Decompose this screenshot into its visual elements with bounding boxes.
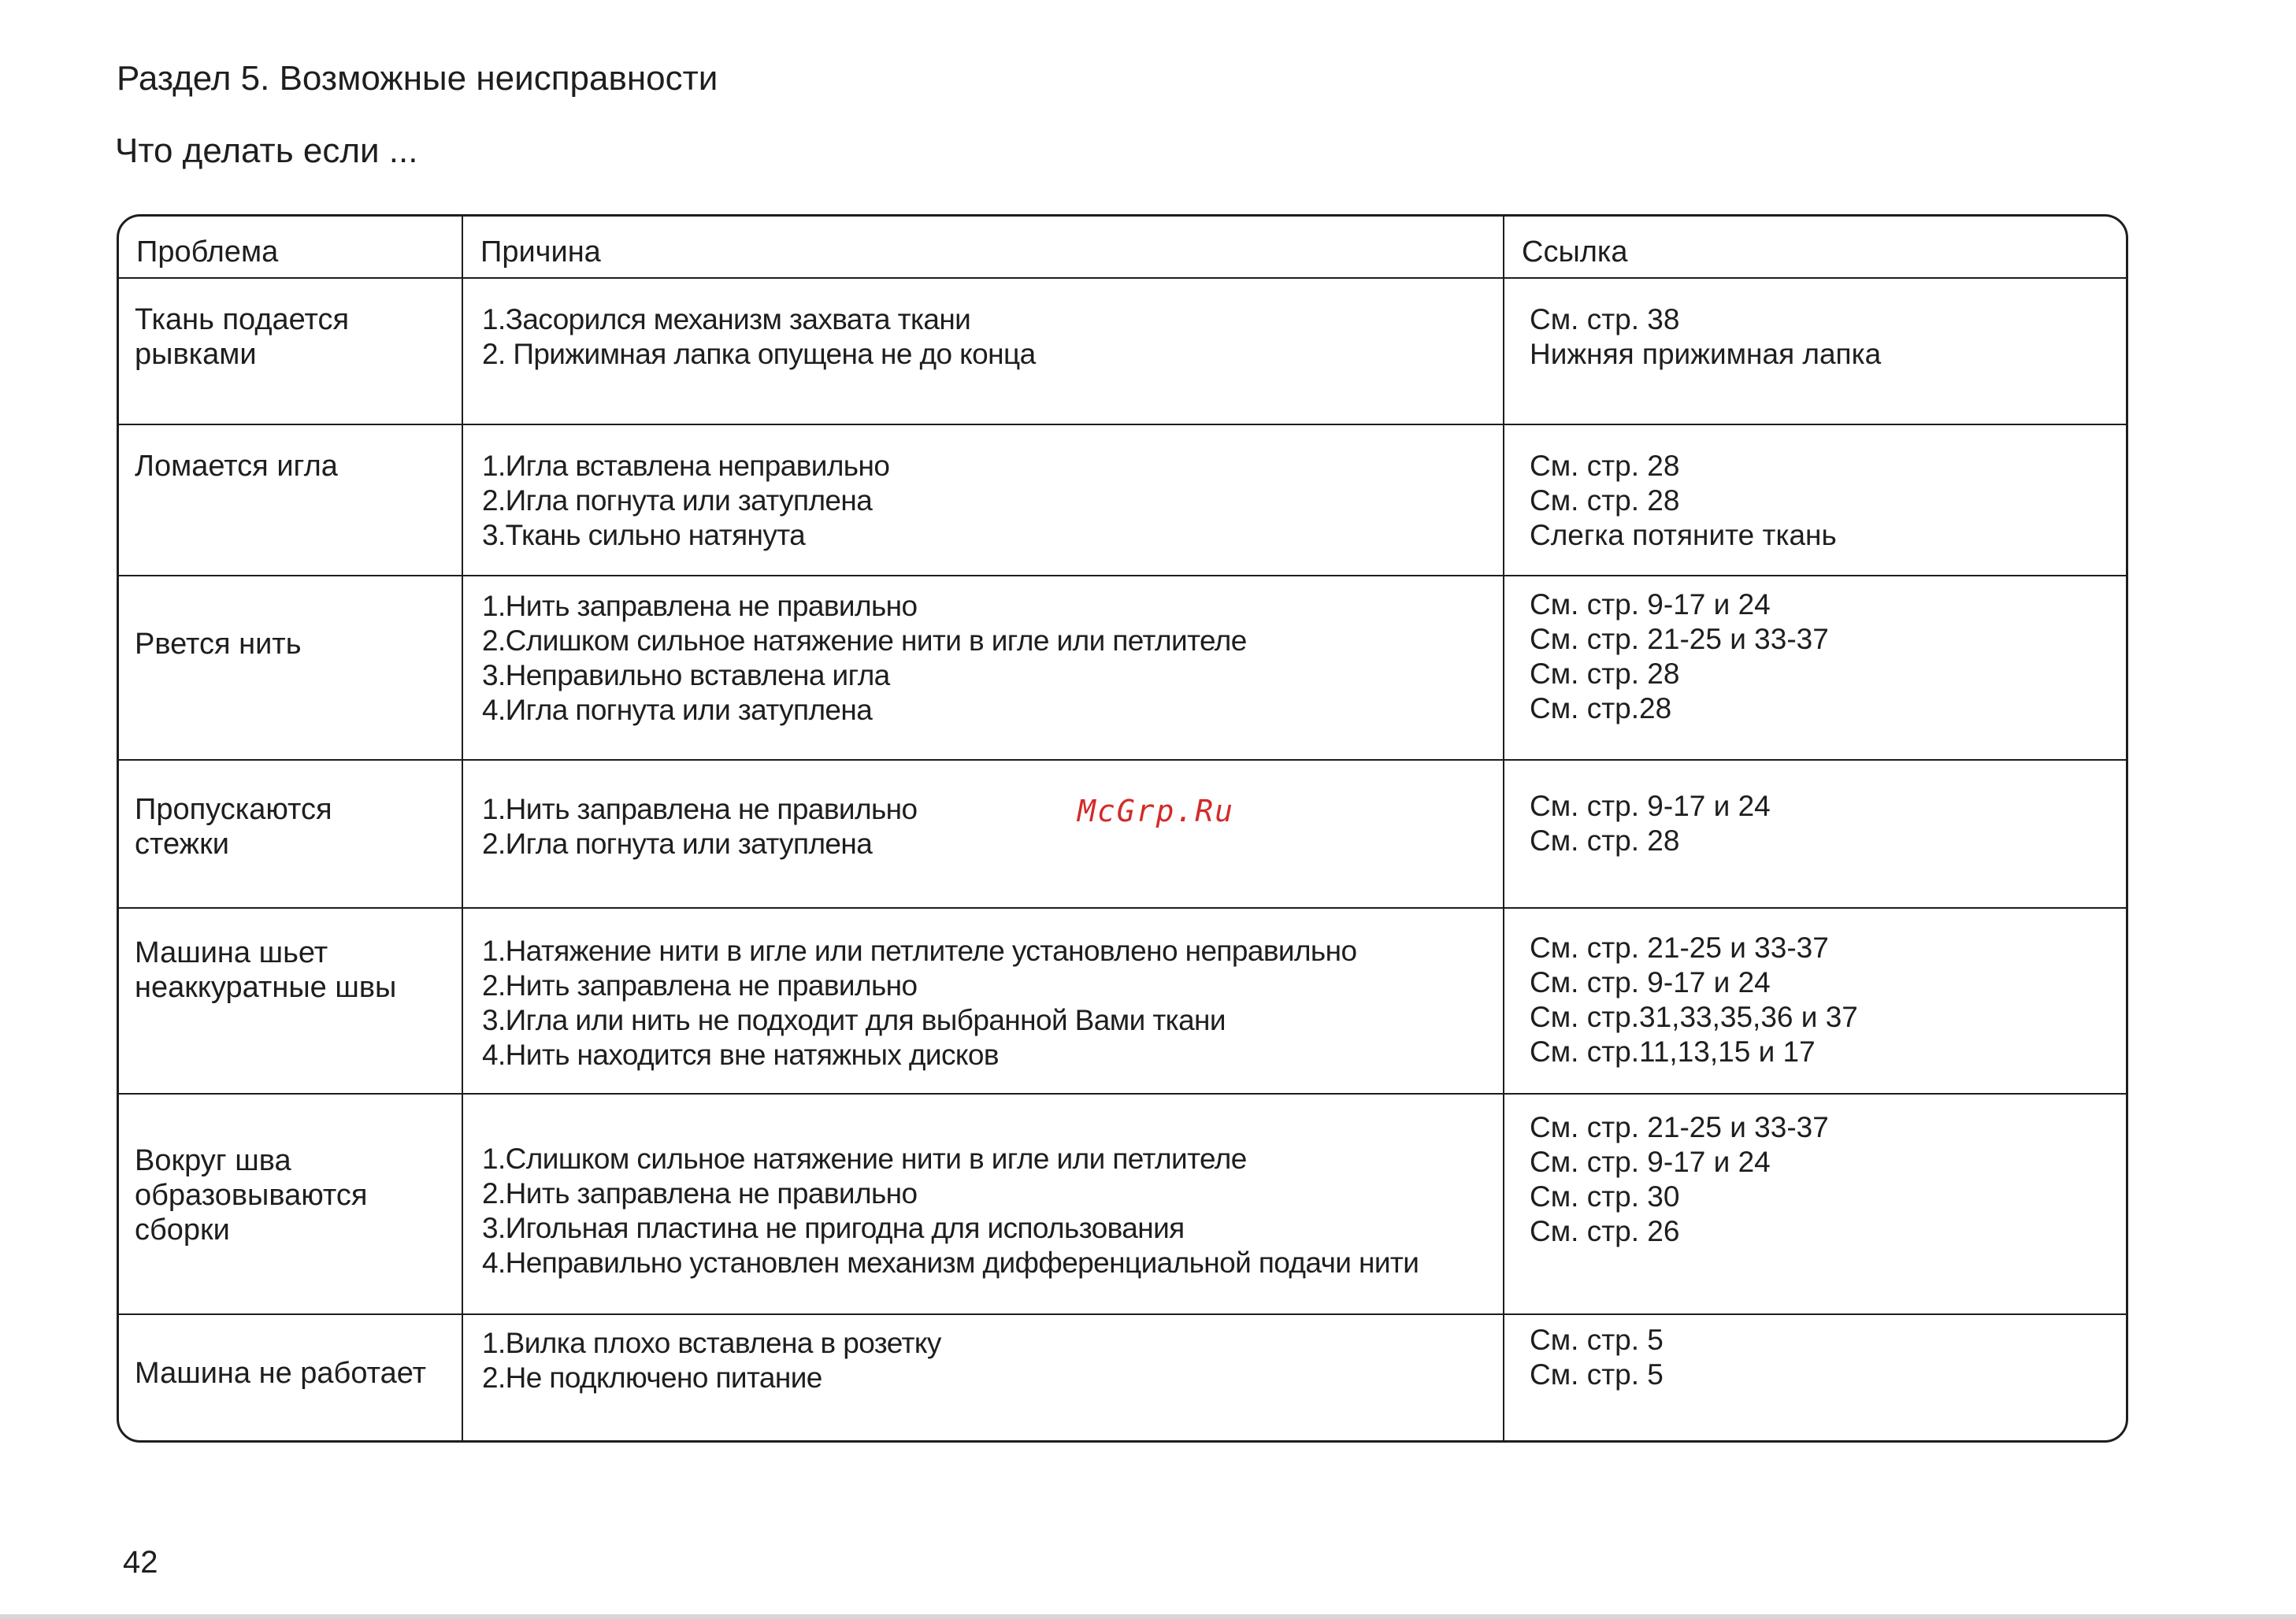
cause-text: 1.Натяжение нити в игле или петлителе установлено неправильно [482, 935, 1357, 967]
cause-text: 2.Игла погнута или затуплена [482, 828, 873, 860]
cause-cell [462, 1094, 1504, 1314]
cause-cell [462, 576, 1504, 760]
cause-text: 3.Ткань сильно натянута [482, 519, 806, 551]
reference-cell [1504, 424, 2126, 576]
problem-text: Пропускаются [135, 793, 332, 826]
cause-text: 1.Засорился механизм захвата ткани [482, 303, 971, 335]
reference-cell [1504, 1094, 2126, 1314]
cause-text: 2. Прижимная лапка опущена не до конца [482, 338, 1036, 370]
troubleshooting-table [117, 214, 2128, 1443]
reference-text: См. стр.11,13,15 и 17 [1530, 1035, 1816, 1068]
reference-text: См. стр. 21-25 и 33-37 [1530, 1111, 1829, 1143]
reference-text: См. стр.31,33,35,36 и 37 [1530, 1001, 1858, 1033]
table-row [119, 424, 2126, 576]
reference-text: См. стр. 38 [1530, 303, 1680, 335]
cause-text: 1.Игла вставлена неправильно [482, 450, 890, 482]
cause-text: 3.Игольная пластина не пригодна для использования [482, 1212, 1185, 1244]
table-row [119, 1314, 2126, 1440]
cause-text: 3.Игла или нить не подходит для выбранной Вами ткани [482, 1004, 1226, 1036]
cause-text: 2.Слишком сильное натяжение нити в игле или петлителе [482, 624, 1247, 657]
column-header-cause: Причина [462, 217, 1504, 278]
reference-cell [1504, 278, 2126, 424]
reference-text: См. стр. 5 [1530, 1358, 1664, 1391]
problem-text: неаккуратные швы [135, 971, 397, 1004]
cause-text: 2.Нить заправлена не правильно [482, 1177, 918, 1210]
column-header-problem: Проблема [119, 217, 462, 278]
problem-text: сборки [135, 1213, 230, 1247]
reference-text: Нижняя прижимная лапка [1530, 338, 1882, 370]
cause-text: 1.Вилка плохо вставлена в розетку [482, 1327, 941, 1359]
reference-cell [1504, 760, 2126, 908]
cause-text: 1.Нить заправлена не правильно [482, 590, 918, 622]
reference-text: См. стр. 9-17 и 24 [1530, 588, 1771, 621]
table-row [119, 908, 2126, 1094]
cause-cell [462, 908, 1504, 1094]
problem-cell [119, 278, 462, 424]
problem-cell [119, 908, 462, 1094]
reference-text: См. стр. 9-17 и 24 [1530, 966, 1771, 998]
problem-text: Машина шьет [135, 936, 328, 969]
reference-cell [1504, 576, 2126, 760]
cause-cell [462, 278, 1504, 424]
reference-text: См. стр. 28 [1530, 824, 1680, 857]
problem-cell [119, 1314, 462, 1440]
cause-cell [462, 424, 1504, 576]
cause-text: 1.Слишком сильное натяжение нити в игле или петлителе [482, 1143, 1247, 1175]
problem-text: Ткань подается [135, 303, 350, 336]
cause-text: 2.Игла погнута или затуплена [482, 484, 873, 517]
page-bottom-edge [0, 1614, 2296, 1619]
reference-text: См. стр. 9-17 и 24 [1530, 790, 1771, 822]
reference-text: См. стр. 28 [1530, 484, 1680, 517]
section-title: Раздел 5. Возможные неисправности [117, 59, 718, 98]
cause-cell [462, 760, 1504, 908]
problem-text: Машина не работает [135, 1357, 426, 1390]
problem-text: образовываются [135, 1179, 368, 1212]
reference-cell [1504, 908, 2126, 1094]
problem-text: Ломается игла [135, 450, 338, 483]
problem-cell [119, 1094, 462, 1314]
cause-text: 4.Нить находится вне натяжных дисков [482, 1039, 999, 1071]
column-header-reference: Ссылка [1504, 217, 2126, 278]
page-number: 42 [123, 1545, 158, 1580]
reference-text: См. стр.28 [1530, 692, 1672, 724]
cause-text: 4.Игла погнута или затуплена [482, 694, 873, 726]
table-row [119, 1094, 2126, 1314]
reference-text: См. стр. 9-17 и 24 [1530, 1146, 1771, 1178]
table-row [119, 576, 2126, 760]
problem-text: рывками [135, 338, 257, 371]
table-row [119, 278, 2126, 424]
reference-cell [1504, 1314, 2126, 1440]
problem-cell [119, 760, 462, 908]
reference-text: См. стр. 21-25 и 33-37 [1530, 623, 1829, 655]
reference-text: См. стр. 30 [1530, 1180, 1680, 1213]
reference-text: См. стр. 5 [1530, 1324, 1664, 1356]
cause-text: 2.Нить заправлена не правильно [482, 969, 918, 1002]
problem-text: Вокруг шва [135, 1144, 291, 1177]
problem-cell [119, 424, 462, 576]
reference-text: См. стр. 28 [1530, 450, 1680, 482]
problem-text: стежки [135, 828, 229, 861]
cause-text: 2.Не подключено питание [482, 1362, 822, 1394]
problem-text: Рвется нить [135, 628, 302, 661]
page-subtitle: Что делать если ... [115, 132, 418, 170]
watermark: McGrp.Ru [1078, 794, 1235, 828]
reference-text: Слегка потяните ткань [1530, 519, 1837, 551]
reference-text: См. стр. 26 [1530, 1215, 1680, 1247]
cause-text: 3.Неправильно вставлена игла [482, 659, 890, 691]
cause-cell [462, 1314, 1504, 1440]
reference-text: См. стр. 28 [1530, 658, 1680, 690]
table-header-row [119, 217, 2126, 278]
problem-cell [119, 576, 462, 760]
cause-text: 1.Нить заправлена не правильно [482, 793, 918, 825]
reference-text: См. стр. 21-25 и 33-37 [1530, 932, 1829, 964]
table-row [119, 760, 2126, 908]
cause-text: 4.Неправильно установлен механизм дифференциальной подачи нити [482, 1247, 1419, 1279]
